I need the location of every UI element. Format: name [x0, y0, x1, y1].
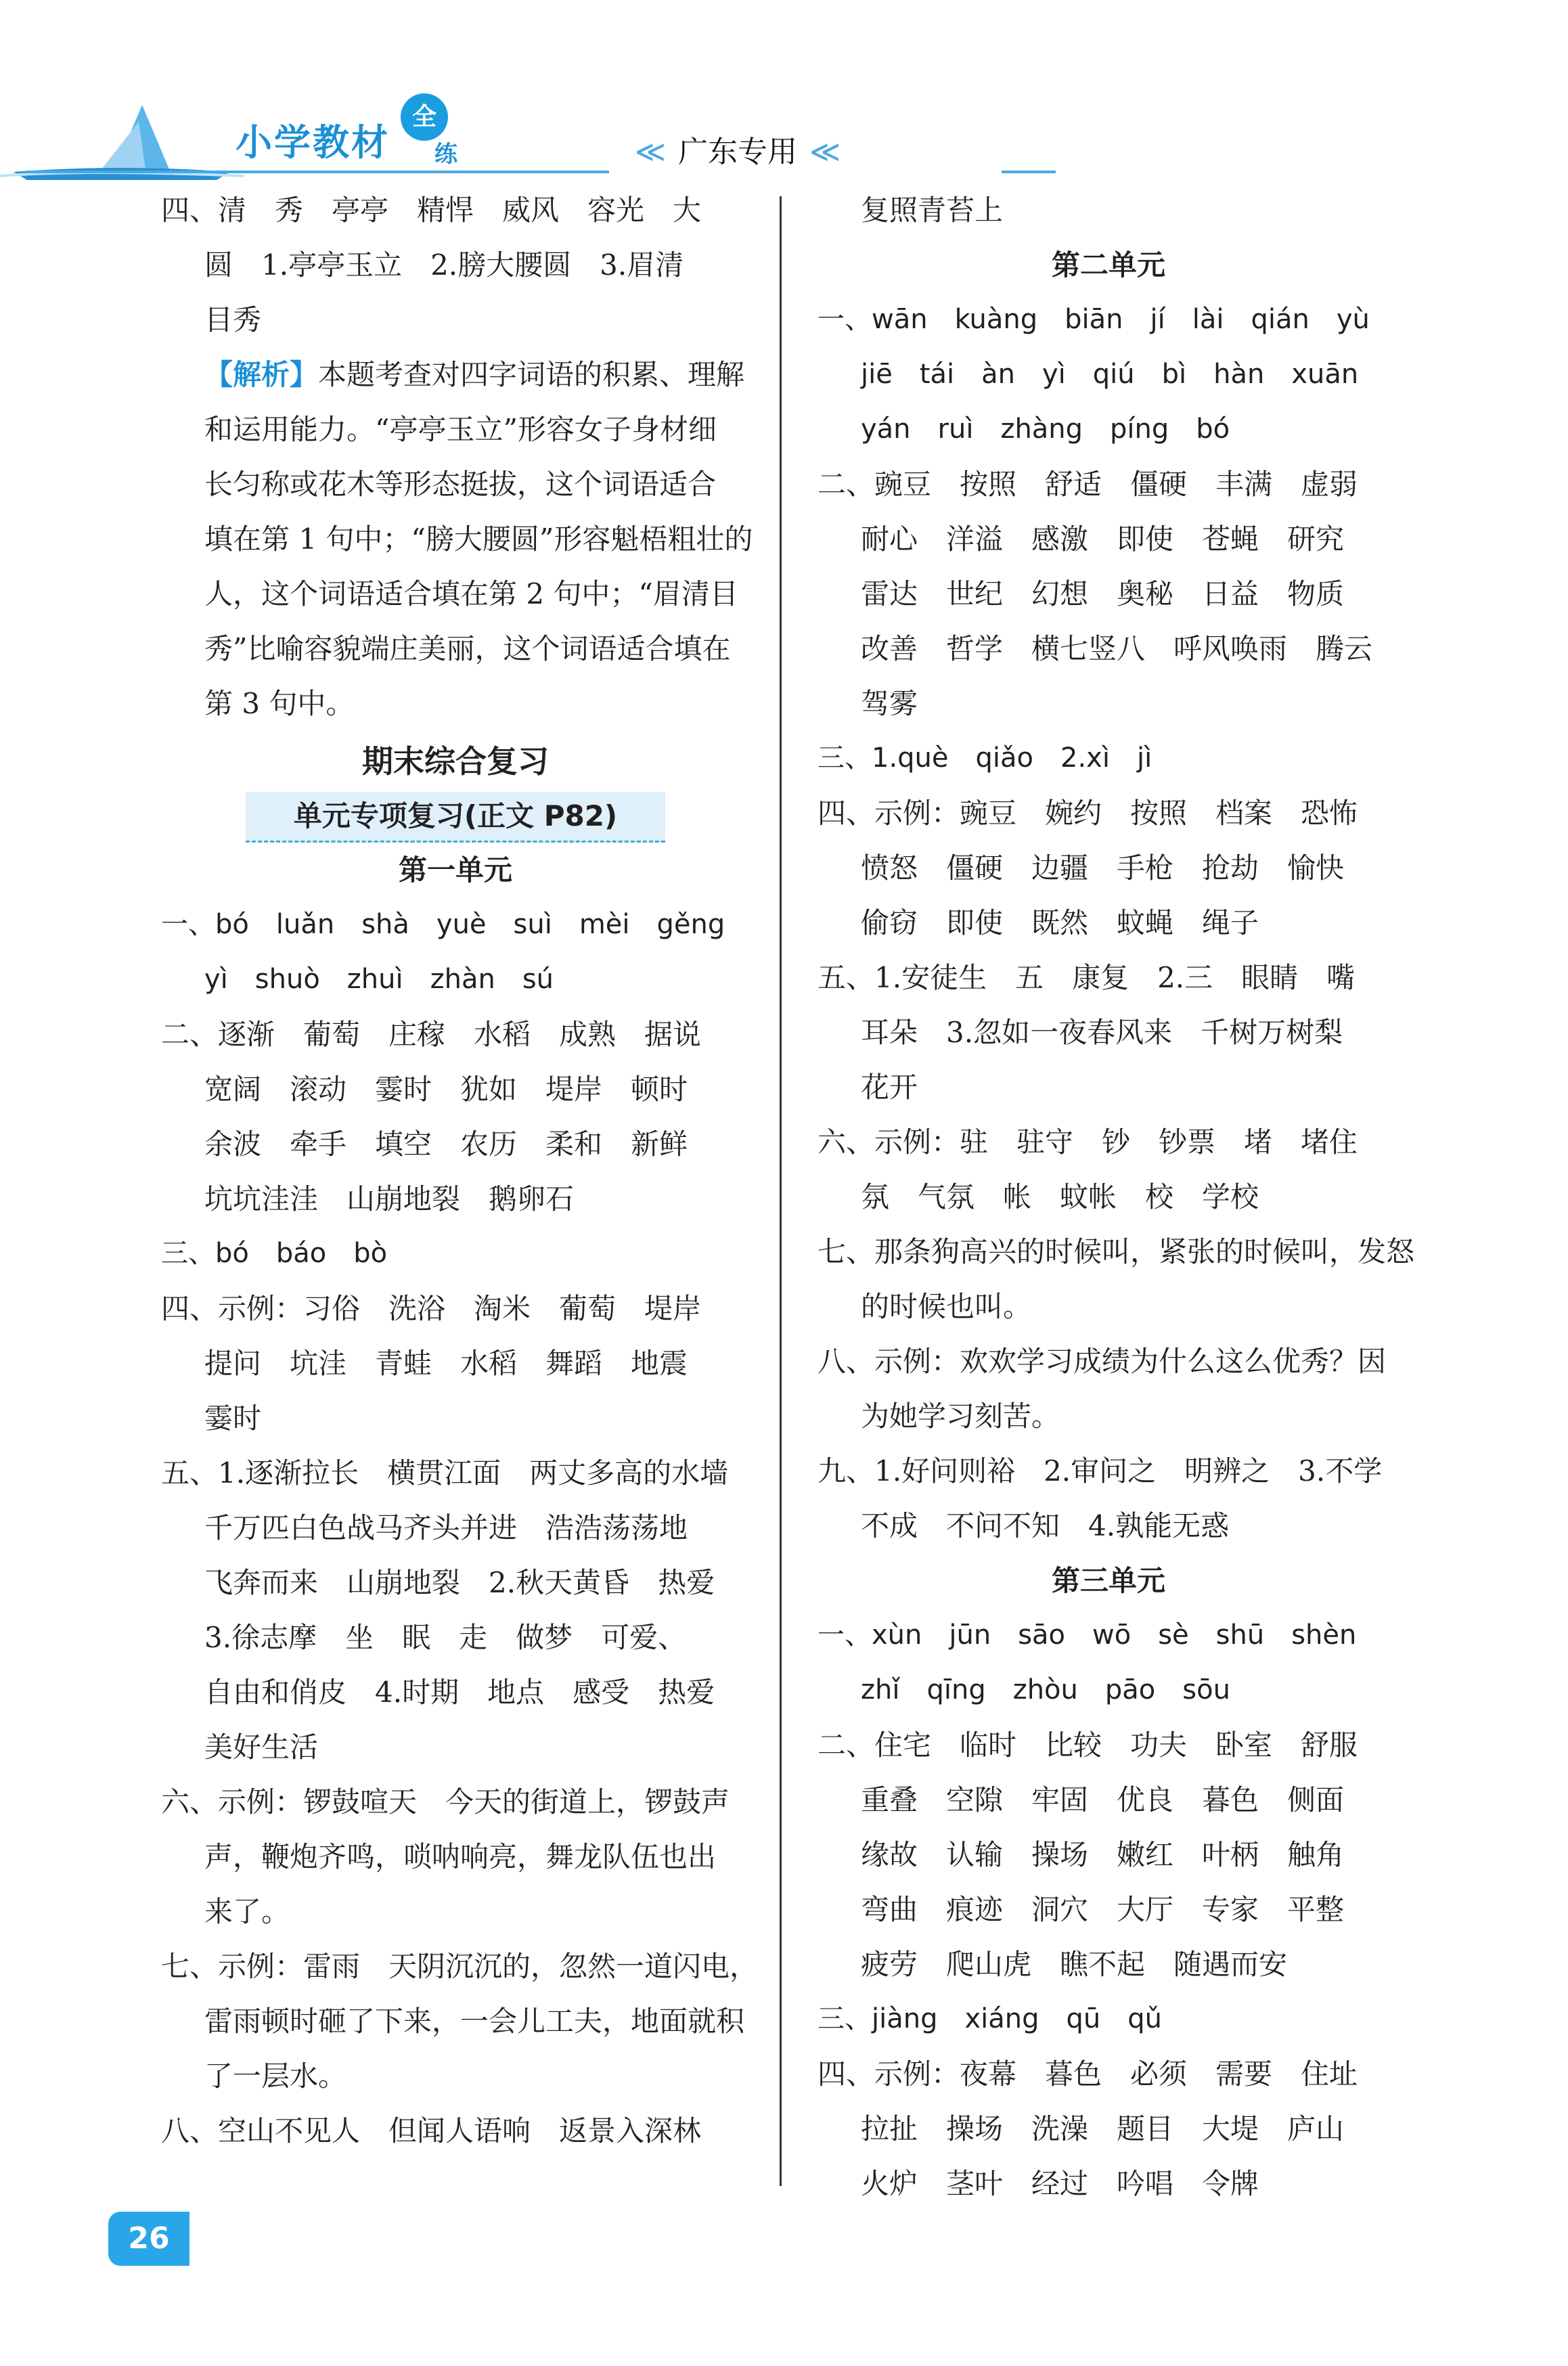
- answer-line: 重叠 空隙 牢固 优良 暮色 侧面: [861, 1783, 1345, 1816]
- answer-line: 疲劳 爬山虎 瞧不起 随遇而安: [861, 1948, 1288, 1981]
- answer-line: 六、示例：驻 驻守 钞 钞票 堵 堵住: [817, 1125, 1358, 1159]
- answer-line: 二、逐渐 葡萄 庄稼 水稻 成熟 据说: [161, 1018, 702, 1051]
- answer-line: 飞奔而来 山崩地裂 2.秋天黄昏 热爱: [204, 1566, 715, 1599]
- answer-line: 拉扯 操场 洗澡 题目 大堤 庐山: [861, 2112, 1345, 2145]
- answer-line: 一、bó luǎn shà yuè suì mèi gěng: [161, 909, 725, 940]
- analysis-line: 第 3 句中。: [204, 687, 355, 720]
- analysis-note: [161, 347, 750, 402]
- answer-line: 千万匹白色战马齐头并进 浩浩荡荡地: [204, 1511, 688, 1544]
- answer-line: 改善 哲学 横七竖八 呼风唤雨 腾云: [861, 632, 1373, 665]
- answer-line: 余波 牵手 填空 农历 柔和 新鲜: [204, 1128, 688, 1161]
- page-number: 26: [108, 2212, 189, 2266]
- page-header: [0, 0, 1568, 203]
- chevron-left-icon: ≪: [635, 135, 667, 169]
- answer-line: yán ruì zhàng píng bó: [861, 414, 1230, 445]
- answer-line: 提问 坑洼 青蛙 水稻 舞蹈 地震: [204, 1347, 688, 1380]
- analysis-line: 人，这个词语适合填在第 2 句中；“眉清目: [204, 577, 738, 610]
- answer-line: 为她学习刻苦。: [861, 1400, 1060, 1433]
- brand-title: 小学教材: [236, 121, 390, 164]
- analysis-line: 和运用能力。“亭亭玉立”形容女子身材细: [204, 413, 717, 446]
- answer-line: 七、示例：雷雨 天阴沉沉的，忽然一道闪电，: [161, 1950, 759, 1983]
- answer-line: 氛 气氛 帐 蚊帐 校 学校: [861, 1180, 1259, 1213]
- answer-line: 九、1.好问则裕 2.审问之 明辨之 3.不学: [817, 1454, 1383, 1488]
- answer-line: 宽阔 滚动 霎时 犹如 堤岸 顿时: [204, 1073, 688, 1106]
- column-divider: [780, 196, 782, 2186]
- answer-line: 四、清 秀 亭亭 精悍 威风 容光 大: [161, 194, 702, 227]
- unit-title: 第二单元: [1051, 248, 1165, 282]
- answer-line: 耐心 洋溢 感激 即使 苍蝇 研究: [861, 522, 1345, 556]
- subsection-title: 单元专项复习(正文 P82): [246, 792, 665, 843]
- answer-line: 四、示例：习俗 洗浴 淘米 葡萄 堤岸: [161, 1292, 702, 1325]
- brand-badge-sub: 练: [434, 141, 457, 168]
- answer-line: 四、示例：夜幕 暮色 必须 需要 住址: [817, 2057, 1358, 2091]
- answer-line: 声，鞭炮齐鸣，唢呐响亮，舞龙队伍也出: [204, 1840, 717, 1873]
- answer-line: jiē tái àn yì qiú bì hàn xuān: [861, 359, 1359, 390]
- answer-line: 三、1.què qiǎo 2.xì jì: [817, 742, 1152, 774]
- answer-line: 弯曲 痕迹 洞穴 大厅 专家 平整: [861, 1893, 1345, 1926]
- answer-line: 坑坑洼洼 山崩地裂 鹅卵石: [204, 1182, 575, 1215]
- answer-line: 五、1.安徒生 五 康复 2.三 眼睛 嘴: [817, 961, 1356, 994]
- answer-line: 雷雨顿时砸了下来，一会儿工夫，地面就积: [204, 2005, 745, 2038]
- analysis-line: 秀”比喻容貌端庄美丽，这个词语适合填在: [204, 632, 731, 665]
- answer-line: 缘故 认输 操场 嫩红 叶柄 触角: [861, 1838, 1345, 1871]
- unit-title: 第一单元: [398, 853, 512, 887]
- answer-line: 自由和俏皮 4.时期 地点 感受 热爱: [204, 1676, 715, 1709]
- analysis-line: 填在第 1 句中；“膀大腰圆”形容魁梧粗壮的: [204, 522, 753, 556]
- answer-line: 二、豌豆 按照 舒适 僵硬 丰满 虚弱: [817, 468, 1358, 501]
- answer-line: 的时候也叫。: [861, 1290, 1032, 1323]
- answer-line: 美好生活: [204, 1731, 319, 1764]
- answer-line: 花开: [861, 1071, 918, 1104]
- answer-line: 火炉 茎叶 经过 吟唱 令牌: [861, 2167, 1259, 2200]
- answer-line: 四、示例：豌豆 婉约 按照 档案 恐怖: [817, 797, 1358, 830]
- header-rule-right: [1002, 171, 1056, 173]
- answer-line: 驾雾: [861, 687, 918, 720]
- answer-line: 目秀: [204, 303, 262, 336]
- answer-line: 圆 1.亭亭玉立 2.膀大腰圆 3.眉清: [204, 248, 684, 282]
- right-column: [817, 183, 1415, 2211]
- answer-line: 八、空山不见人 但闻人语响 返景入深林: [161, 2114, 702, 2147]
- analysis-tag: 【解析】: [204, 358, 319, 391]
- answer-line: 来了。: [204, 1895, 290, 1928]
- analysis-text: 本题考查对四字词语的积累、理解: [318, 358, 745, 391]
- region-label: [623, 127, 853, 171]
- answer-line: yì shuò zhuì zhàn sú: [204, 964, 554, 995]
- answer-line: zhǐ qīng zhòu pāo sōu: [861, 1674, 1230, 1705]
- answer-line: 一、wān kuàng biān jí lài qián yù: [817, 304, 1370, 335]
- answer-line: 复照青苔上: [861, 194, 1004, 227]
- region-text: 广东专用: [678, 135, 798, 169]
- section-title: 期末综合复习: [362, 743, 549, 780]
- answer-line: 耳朵 3.忽如一夜春风来 千树万树梨: [861, 1016, 1343, 1049]
- answer-line: 雷达 世纪 幻想 奥秘 日益 物质: [861, 577, 1345, 610]
- answer-line: 七、那条狗高兴的时候叫，紧张的时候叫，发怒: [817, 1235, 1415, 1268]
- answer-line: 不成 不问不知 4.孰能无惑: [861, 1509, 1230, 1542]
- answer-line: 了一层水。: [204, 2059, 347, 2093]
- answer-line: 五、1.逐渐拉长 横贯江面 两丈多高的水墙: [161, 1456, 729, 1490]
- brand-badge: 全: [401, 93, 448, 141]
- answer-line: 一、xùn jūn sāo wō sè shū shèn: [817, 1620, 1357, 1651]
- answer-line: 八、示例：欢欢学习成绩为什么这么优秀？因: [817, 1345, 1387, 1378]
- analysis-line: 长匀称或花木等形态挺拔，这个词语适合: [204, 468, 717, 501]
- answer-line: 3.徐志摩 坐 眠 走 做梦 可爱、: [204, 1621, 687, 1654]
- answer-line: 霎时: [204, 1402, 262, 1435]
- chevron-right-icon: ≪: [809, 135, 841, 169]
- answer-line: 偷窃 即使 既然 蚊蝇 绳子: [861, 906, 1259, 939]
- left-column: [161, 183, 759, 2158]
- answer-line: 三、jiàng xiáng qū qǔ: [817, 2003, 1163, 2034]
- answer-line: 愤怒 僵硬 边疆 手枪 抢劫 愉快: [861, 851, 1345, 885]
- answer-line: 二、住宅 临时 比较 功夫 卧室 舒服: [817, 1728, 1358, 1762]
- unit-title: 第三单元: [1051, 1564, 1165, 1597]
- answer-line: 六、示例：锣鼓喧天 今天的街道上，锣鼓声: [161, 1785, 730, 1818]
- answer-line: 三、bó báo bò: [161, 1238, 388, 1269]
- header-rule-left: [27, 171, 609, 173]
